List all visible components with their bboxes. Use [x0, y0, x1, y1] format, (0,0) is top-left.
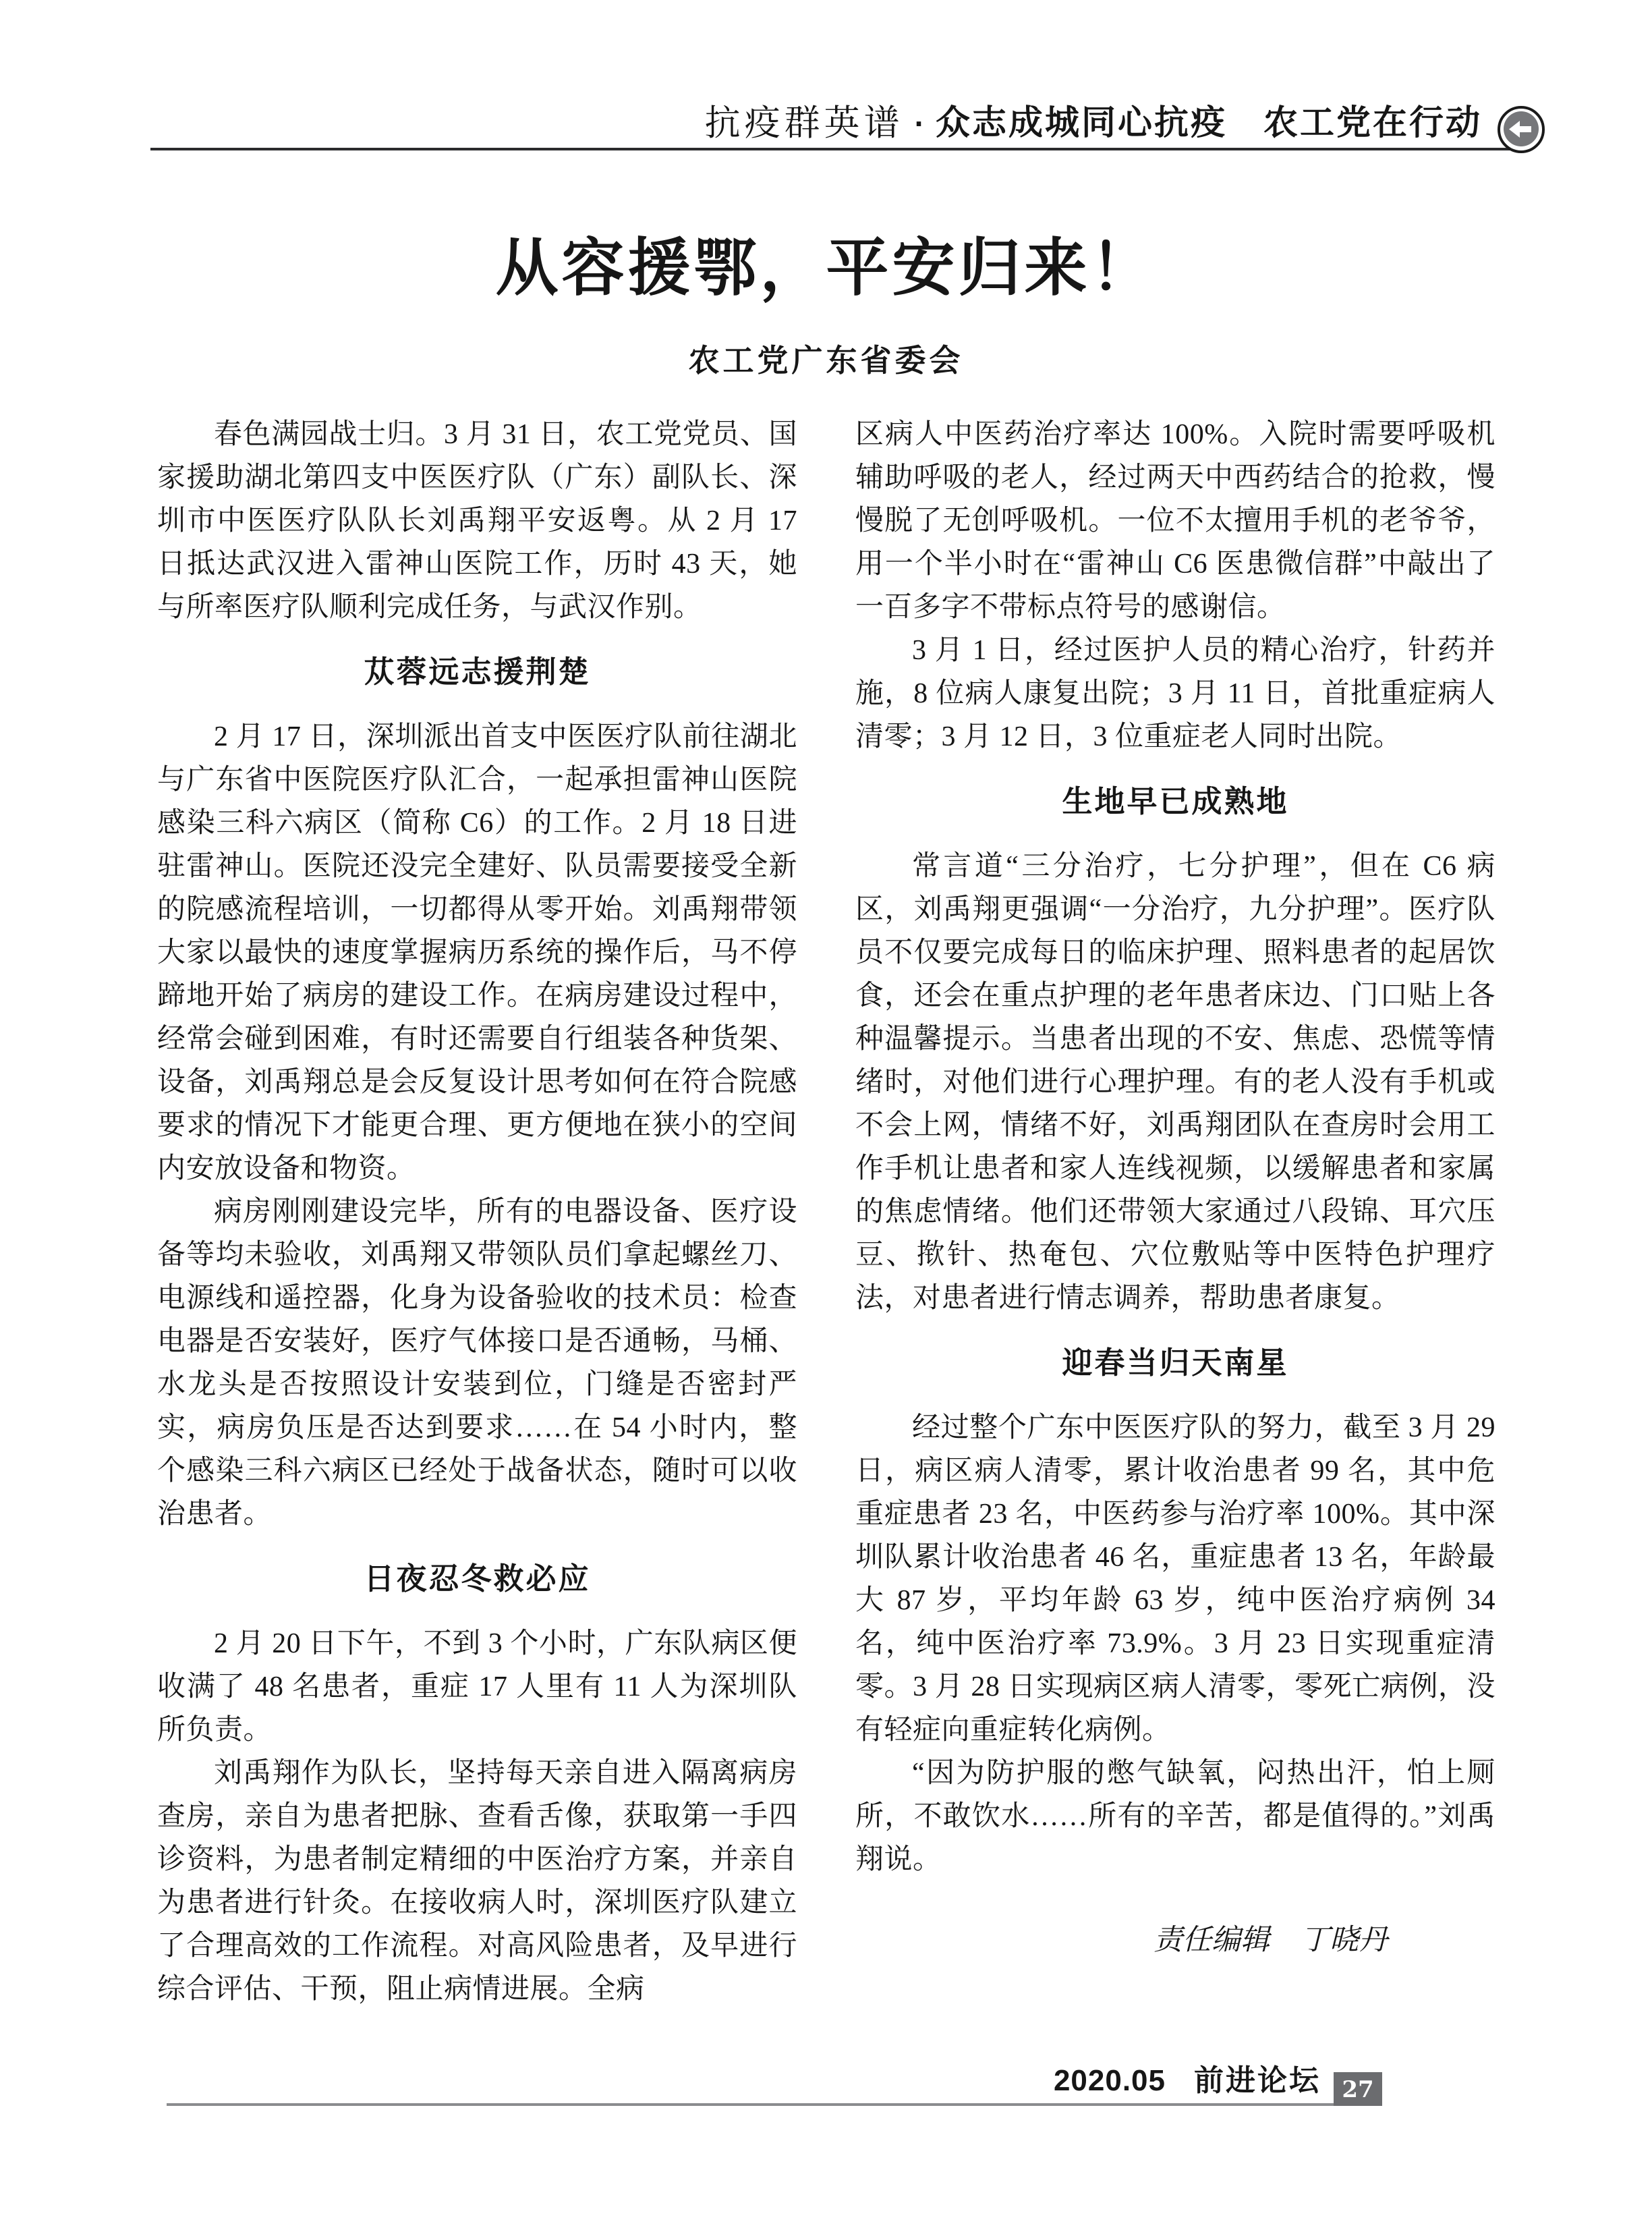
header-rule	[150, 148, 1531, 150]
paragraph: 春色满园战士归。3 月 31 日，农工党党员、国家援助湖北第四支中医医疗队（广东）副队长、深圳市中医医疗队队长刘禹翔平安返粤。从 2 月 17 日抵达武汉进入雷神山医院工作，历时 43 天，她与所率医疗队顺利完成任务，与武汉作别。	[157, 419, 797, 623]
section-heading: 生地早已成熟地	[1062, 785, 1289, 818]
back-arrow-icon[interactable]	[1496, 105, 1546, 155]
column-right	[855, 413, 1496, 2011]
paragraph: 刘禹翔作为队长，坚持每天亲自进入隔离病房查房，亲自为患者把脉、查看舌像，获取第一手四诊资料，为患者制定精细的中医治疗方案，并亲自为患者进行针灸。在接收病人时，深圳医疗队建立了合理高效的工作流程。对高风险患者，及早进行综合评估、干预，阻止病情进展。全病	[157, 1758, 797, 2005]
footer-issue: 2020.05	[1053, 2064, 1166, 2097]
paragraph: 2 月 20 日下午，不到 3 个小时，广东队病区便收满了 48 名患者，重症 17 人里有 11 人为深圳队所负责。	[157, 1628, 797, 1746]
article-title: 从容援鄂，平安归来！	[495, 233, 1157, 303]
paragraph: 病房刚刚建设完毕，所有的电器设备、医疗设备等均未验收，刘禹翔又带领队员们拿起螺丝刀、电源线和遥控器，化身为设备验收的技术员：检查电器是否安装好，医疗气体接口是否通畅，马桶、水龙头是否按照设计安装到位，门缝是否密封严实，病房负压是否达到要求……在 54 小时内，整个感染三科六病区已经处于战备状态，随时可以收治患者。	[157, 1196, 797, 1530]
page-header	[705, 99, 1482, 147]
column-left	[157, 413, 797, 2011]
paragraph: 常言道“三分治疗，七分护理”，但在 C6 病区，刘禹翔更强调“一分治疗，九分护理”。医疗队员不仅要完成每日的临床护理、照料患者的起居饮食，还会在重点护理的老年患者床边、门口贴上各种温馨提示。当患者出现的不安、焦虑、恐慌等情绪时，对他们进行心理护理。有的老人没有手机或不会上网，情绪不好，刘禹翔团队在查房时会用工作手机让患者和家人连线视频，以缓解患者和家属的焦虑情绪。他们还带领大家通过八段锦、耳穴压豆、揿针、热奄包、穴位敷贴等中医特色护理疗法，对患者进行情志调养，帮助患者康复。	[855, 851, 1496, 1314]
page-number-badge: 27	[1334, 2072, 1382, 2106]
paragraph: “因为防护服的憋气缺氧，闷热出汗，怕上厕所，不敢饮水……所有的辛苦，都是值得的。”刘禹翔说。	[855, 1758, 1496, 1875]
paragraph: 2 月 17 日，深圳派出首支中医医疗队前往湖北与广东省中医院医疗队汇合，一起承担雷神山医院感染三科六病区（简称 C6）的工作。2 月 18 日进驻雷神山。医院还没完全建好、队员需要接受全新的院感流程培训，一切都得从零开始。刘禹翔带领大家以最快的速度掌握病历系统的操作后，马不停蹄地开始了病房的建设工作。在病房建设过程中，经常会碰到困难，有时还需要自行组装各种货架、设备，刘禹翔总是会反复设计思考如何在符合院感要求的情况下才能更合理、更方便地在狭小的空间内安放设备和物资。	[157, 721, 797, 1184]
editor-label: 责任编辑	[1153, 1924, 1270, 1956]
paragraph: 经过整个广东中医医疗队的努力，截至 3 月 29 日，病区病人清零，累计收治患者 99 名，其中危重症患者 23 名，中医药参与治疗率 100%。其中深圳队累计收治患者 46 名，重症患者 13 名，年龄最大 87 岁，平均年龄 63 岁，纯中医治疗病例 34 名，纯中医治疗率 73.9%。3 月 23 日实现重症清零。3 月 28 日实现病区病人清零，零死亡病例，没有轻症向重症转化病例。	[855, 1412, 1496, 1746]
dot-separator: ·	[914, 106, 925, 141]
section-heading: 苁蓉远志援荆楚	[364, 655, 591, 689]
footer-journal: 前进论坛	[1194, 2064, 1321, 2097]
section-heading: 迎春当归天南星	[1062, 1346, 1289, 1380]
paragraph: 3 月 1 日，经过医护人员的精心治疗，针药并施，8 位病人康复出院；3 月 11 日，首批重症病人清零；3 月 12 日，3 位重症老人同时出院。	[855, 635, 1496, 752]
footer-rule	[167, 2103, 1382, 2106]
article-body	[157, 413, 1496, 2011]
editor-name: 丁晓丹	[1301, 1924, 1388, 1956]
section-heading: 日夜忍冬救必应	[364, 1562, 591, 1596]
editor-credit	[855, 1920, 1496, 1961]
footer-text	[1054, 2062, 1321, 2100]
header-title: 众志成城同心抗疫 农工党在行动	[935, 103, 1482, 142]
article-byline: 农工党广东省委会	[688, 343, 964, 378]
header-eyebrow: 抗疫群英谱	[704, 104, 904, 143]
paragraph-continued: 区病人中医药治疗率达 100%。入院时需要呼吸机辅助呼吸的老人，经过两天中西药结合的抢救，慢慢脱了无创呼吸机。一位不太擅用手机的老爷爷，用一个半小时在“雷神山 C6 医患微信群”中敲出了一百多字不带标点符号的感谢信。	[855, 419, 1496, 623]
